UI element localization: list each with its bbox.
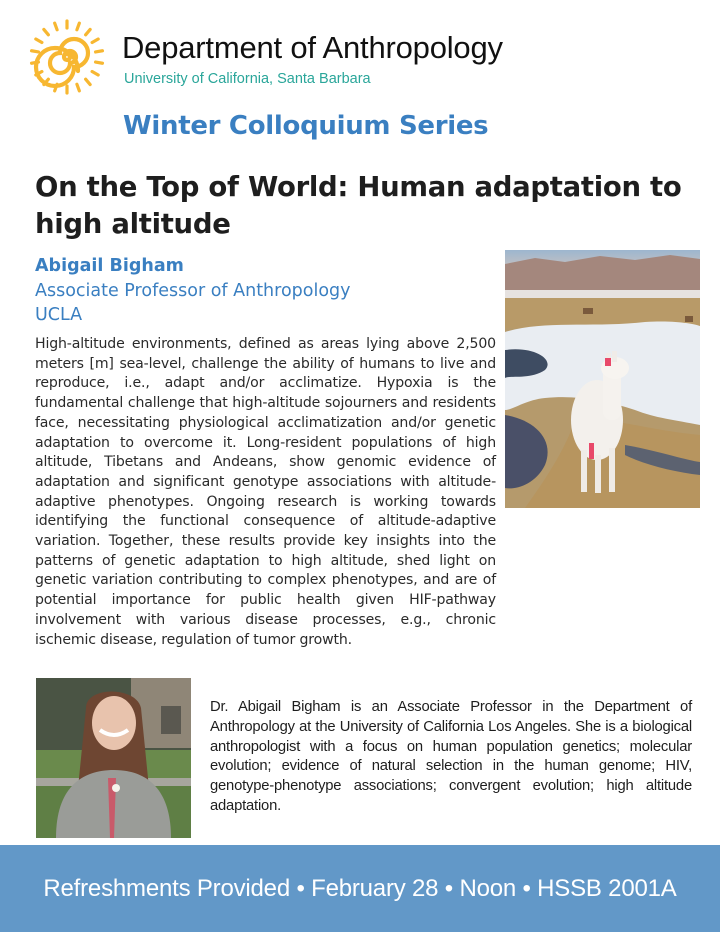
speaker-role: Associate Professor of Anthropology [35, 281, 351, 301]
event-details-text: Refreshments Provided • February 28 • Noon • HSSB 2001A [43, 874, 677, 902]
series-heading: Winter Colloquium Series [123, 111, 489, 141]
talk-title: On the Top of World: Human adaptation to high altitude [35, 171, 682, 240]
speaker-portrait-photo [36, 678, 191, 838]
speaker-bio: Dr. Abigail Bigham is an Associate Professor in the Department of Anthropology at the University of California Los Angeles. She is a biological anthropologist with a focus on human population genetics; molecular evolution; evidence of natural selection in the human genome; HIV, genotype-phenotype associations; convergent evolution; high altitude adaptation. [210, 699, 692, 814]
spiral-sun-icon [27, 19, 107, 95]
llama-photo [505, 250, 700, 508]
speaker-name: Abigail Bigham [35, 256, 184, 276]
speaker-institution: UCLA [35, 305, 83, 325]
department-title: Department of Anthropology [122, 30, 503, 65]
university-subtitle: University of California, Santa Barbara [124, 71, 371, 87]
event-details-footer [0, 845, 720, 932]
abstract-text: High-altitude environments, defined as areas lying above 2,500 meters [m] sea-level, challenge the ability of humans to live and reproduce, i.e., adapt and/or acclimatize. Hypoxia is the fundamental challenge that high-altitude sojourners and residents face, necessitating physiological acclimatization and/or genetic adaptation to overcome it. Long-resident populations of high altitude, Tibetans and Andeans, show genomic evidence of adaptation and significant genotype associations with altitude-adaptive phenotypes. Ongoing research is working towards identifying the functional consequence of altitude-adaptive variation. Together, these results provide key insights into the patterns of genetic adaptation to high altitude, shed light on genetic variation contributing to complex phenotypes, and are of potential importance for public health given HIF-pathway involvement with various disease processes, e.g., chronic ischemic disease, regulation of tumor growth. [35, 336, 496, 648]
